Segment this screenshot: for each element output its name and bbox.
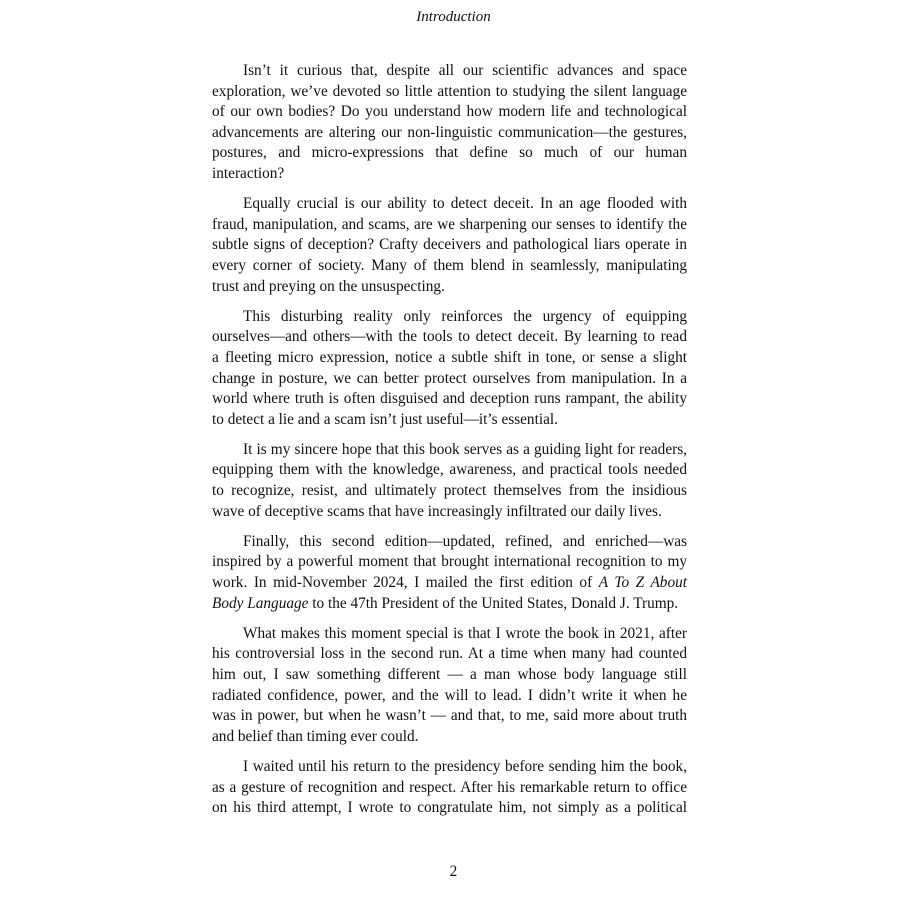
book-title: A To Z About bbox=[598, 574, 687, 592]
paragraph bbox=[212, 307, 687, 431]
text-line: him out, I saw something different — a man whose body language still bbox=[212, 666, 687, 683]
text-line bbox=[212, 573, 687, 594]
paragraph bbox=[212, 61, 687, 185]
running-header: Introduction bbox=[416, 9, 491, 25]
text-line: fraud, manipulation, and scams, are we sharpening our senses to identify the bbox=[212, 215, 687, 233]
text-line: to recognize, resist, and ultimately protect themselves from the insidious bbox=[212, 482, 687, 500]
text-line: Isn’t it curious that, despite all our scientific advances and space bbox=[243, 62, 687, 79]
paragraph bbox=[212, 532, 687, 614]
paragraph bbox=[212, 194, 687, 297]
text-segment: work. In mid-November 2024, I mailed the first edition of bbox=[212, 574, 599, 592]
text-line: a fleeting micro expression, notice a subtle shift in tone, or sense a slight bbox=[212, 348, 687, 366]
text-line: change in posture, we can better protect ourselves from manipulation. In a bbox=[212, 369, 687, 387]
text-segment: to the 47th President of the United States, Donald J. Trump. bbox=[308, 594, 679, 612]
text-line: advancements are altering our non-linguistic communication—the gestures, bbox=[212, 123, 687, 141]
text-line: subtle signs of deception? Crafty deceivers and pathological liars operate in bbox=[212, 236, 687, 254]
text-line: Equally crucial is our ability to detect deceit. In an age flooded with bbox=[243, 195, 687, 213]
text-line: as a gesture of recognition and respect. After his remarkable return to office bbox=[212, 778, 687, 796]
text-line: of our own bodies? Do you understand how modern life and technological bbox=[212, 103, 687, 121]
text-line: was in power, but when he wasn’t — and that, to me, said more about truth bbox=[212, 707, 687, 725]
page-body bbox=[212, 61, 687, 828]
text-line: equipping them with the knowledge, awareness, and practical tools needed bbox=[212, 461, 687, 479]
text-line: to detect a lie and a scam isn’t just useful—it’s essential. bbox=[212, 410, 558, 428]
text-line: What makes this moment special is that I wrote the book in 2021, after bbox=[243, 624, 687, 642]
text-line: exploration, we’ve devoted so little attention to studying the silent language bbox=[212, 82, 687, 100]
text-line: interaction? bbox=[212, 164, 285, 182]
text-line: inspired by a powerful moment that brought international recognition to my bbox=[212, 553, 687, 571]
paragraph bbox=[212, 440, 687, 522]
text-line bbox=[212, 594, 687, 615]
book-title: Body Language bbox=[212, 594, 309, 612]
text-line: every corner of society. Many of them blend in seamlessly, manipulating bbox=[212, 256, 687, 274]
text-line: on his third attempt, I wrote to congratulate him, not simply as a political bbox=[212, 799, 687, 817]
text-line: This disturbing reality only reinforces the urgency of equipping bbox=[243, 307, 687, 325]
text-line: ourselves—and others—with the tools to detect deceit. By learning to read bbox=[212, 328, 687, 346]
text-line: wave of deceptive scams that have increasingly infiltrated our daily lives. bbox=[212, 502, 662, 520]
page-number: 2 bbox=[449, 863, 458, 880]
text-line: I waited until his return to the presidency before sending him the book, bbox=[243, 757, 687, 775]
text-line: and belief than timing ever could. bbox=[212, 727, 419, 745]
text-line: radiated confidence, power, and the will to lead. I didn’t write it when he bbox=[212, 686, 687, 704]
text-line: world where truth is often disguised and deception runs rampant, the ability bbox=[212, 390, 687, 408]
text-line: It is my sincere hope that this book serves as a guiding light for readers, bbox=[243, 440, 687, 458]
text-line: Finally, this second edition—updated, refined, and enriched—was bbox=[243, 532, 687, 550]
text-line: postures, and micro-expressions that define so much of our human bbox=[212, 144, 687, 162]
text-line: his controversial loss in the second run. At a time when many had counted bbox=[212, 645, 687, 663]
paragraph bbox=[212, 757, 687, 819]
text-line: trust and preying on the unsuspecting. bbox=[212, 277, 445, 295]
paragraph bbox=[212, 624, 687, 748]
